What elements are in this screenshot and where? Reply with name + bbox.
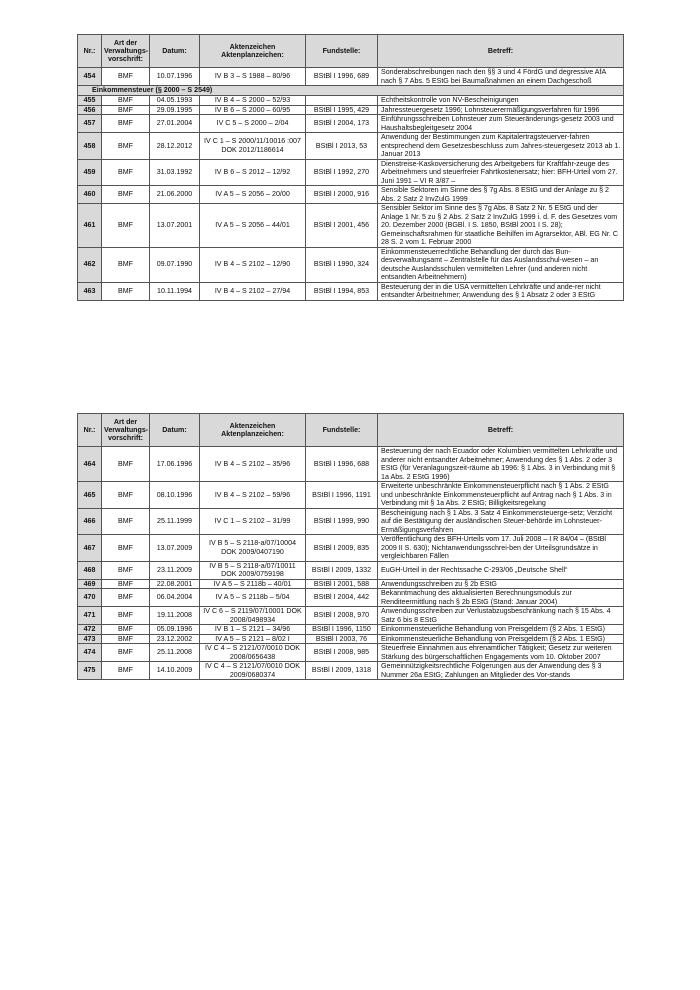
cell-datum: 08.10.1996 — [150, 482, 200, 509]
header-datum: Datum: — [150, 35, 200, 68]
cell-fundstelle: BStBl I 1996, 1150 — [306, 625, 378, 635]
cell-fundstelle: BStBl I 2008, 985 — [306, 644, 378, 662]
cell-nr: 465 — [78, 482, 102, 509]
cell-aktenzeichen: IV C 4 – S 2121/07/0010 DOK 2008/0656438 — [200, 644, 306, 662]
cell-art: BMF — [102, 589, 150, 607]
table-row — [78, 644, 624, 662]
cell-nr: 470 — [78, 589, 102, 607]
cell-betreff: Einkommensteuerliche Behandlung von Preisgeldern (§ 2 Abs. 1 EStG) — [378, 634, 624, 644]
cell-aktenzeichen: IV B 4 – S 2000 – 52/93 — [200, 96, 306, 106]
cell-fundstelle: BStBl I 2009, 1318 — [306, 662, 378, 680]
header-aktenzeichen: Aktenzeichen Aktenplanzeichen: — [200, 35, 306, 68]
table-row — [78, 482, 624, 509]
cell-art: BMF — [102, 68, 150, 86]
cell-nr: 466 — [78, 508, 102, 535]
cell-nr: 458 — [78, 133, 102, 160]
cell-aktenzeichen: IV B 3 – S 1988 – 80/96 — [200, 68, 306, 86]
cell-datum: 21.06.2000 — [150, 186, 200, 204]
table-header — [78, 414, 624, 447]
cell-fundstelle: BStBl I 1996, 688 — [306, 447, 378, 482]
cell-datum: 19.11.2008 — [150, 607, 200, 625]
cell-aktenzeichen: IV B 6 – S 2000 – 60/95 — [200, 105, 306, 115]
cell-datum: 23.11.2009 — [150, 561, 200, 579]
cell-betreff: Echtheitskontrolle von NV-Bescheinigungen — [378, 96, 624, 106]
header-betreff: Betreff: — [378, 414, 624, 447]
table-row — [78, 96, 624, 106]
cell-datum: 25.11.2008 — [150, 644, 200, 662]
table-row — [78, 105, 624, 115]
cell-nr: 475 — [78, 662, 102, 680]
cell-datum: 05.09.1996 — [150, 625, 200, 635]
table-row — [78, 247, 624, 282]
cell-datum: 22.08.2001 — [150, 579, 200, 589]
cell-aktenzeichen: IV B 5 – S 2118-a/07/10011 DOK 2009/0759198 — [200, 561, 306, 579]
cell-betreff: Erweiterte unbeschränkte Einkommensteuerpflicht nach § 1 Abs. 2 EStG und unbeschränkte Einkommensteuerpflicht auf Antrag nach § 1 Abs. 3 in Verbindung mit § 1a Abs. 2 EStG; Billigkeitsregelung — [378, 482, 624, 509]
table-row — [78, 561, 624, 579]
cell-nr: 461 — [78, 204, 102, 248]
cell-aktenzeichen: IV A 5 – S 2056 – 20/00 — [200, 186, 306, 204]
cell-betreff: Veröffentlichung des BFH-Urteils vom 17. Juli 2008 – I R 84/04 – (BStBl 2009 II S. 630); Nichtanwendungsschrei-ben der Urteilsgrundsätze in vergleichbaren Fällen — [378, 535, 624, 562]
cell-art: BMF — [102, 482, 150, 509]
header-fundstelle: Fundstelle: — [306, 414, 378, 447]
cell-datum: 31.03.1992 — [150, 159, 200, 186]
table-row — [78, 579, 624, 589]
cell-datum: 04.05.1993 — [150, 96, 200, 106]
table-row — [78, 625, 624, 635]
cell-nr: 454 — [78, 68, 102, 86]
cell-datum: 29.09.1995 — [150, 105, 200, 115]
header-aktenzeichen: Aktenzeichen Aktenplanzeichen: — [200, 414, 306, 447]
section-row — [78, 86, 624, 96]
cell-aktenzeichen: IV B 4 – S 2102 – 59/96 — [200, 482, 306, 509]
cell-art: BMF — [102, 282, 150, 300]
cell-nr: 473 — [78, 634, 102, 644]
table-row — [78, 447, 624, 482]
cell-datum: 13.07.2009 — [150, 535, 200, 562]
cell-art: BMF — [102, 96, 150, 106]
table-row — [78, 133, 624, 160]
cell-art: BMF — [102, 625, 150, 635]
cell-art: BMF — [102, 133, 150, 160]
cell-aktenzeichen: IV B 4 – S 2102 – 35/96 — [200, 447, 306, 482]
table-row — [78, 508, 624, 535]
header-betreff: Betreff: — [378, 35, 624, 68]
cell-nr: 468 — [78, 561, 102, 579]
cell-betreff: Sensible Sektoren im Sinne des § 7g Abs. 8 EStG und der Anlage zu § 2 Abs. 2 Satz 2 InvZulG 1999 — [378, 186, 624, 204]
cell-datum: 17.06.1996 — [150, 447, 200, 482]
cell-fundstelle: BStBl I 1996, 689 — [306, 68, 378, 86]
cell-fundstelle: BStBl I 2001, 456 — [306, 204, 378, 248]
cell-betreff: Jahressteuergesetz 1996; Lohnsteuerermäßigungsverfahren für 1996 — [378, 105, 624, 115]
cell-aktenzeichen: IV B 4 – S 2102 – 12/90 — [200, 247, 306, 282]
cell-fundstelle: BStBl I 1995, 429 — [306, 105, 378, 115]
table-row — [78, 68, 624, 86]
cell-art: BMF — [102, 634, 150, 644]
cell-nr: 460 — [78, 186, 102, 204]
cell-betreff: Anwendungsschreiben zur Verlustabzugsbeschränkung nach § 15 Abs. 4 Satz 6 bis 8 EStG — [378, 607, 624, 625]
cell-art: BMF — [102, 508, 150, 535]
cell-datum: 09.07.1990 — [150, 247, 200, 282]
cell-nr: 459 — [78, 159, 102, 186]
table-row — [78, 115, 624, 133]
cell-art: BMF — [102, 204, 150, 248]
cell-aktenzeichen: IV C 1 – S 2102 – 31/99 — [200, 508, 306, 535]
cell-nr: 467 — [78, 535, 102, 562]
cell-nr: 457 — [78, 115, 102, 133]
cell-art: BMF — [102, 607, 150, 625]
cell-fundstelle: BStBl I 1996, 1191 — [306, 482, 378, 509]
cell-nr: 474 — [78, 644, 102, 662]
cell-fundstelle: BStBl I 2000, 916 — [306, 186, 378, 204]
cell-fundstelle: BStBl I 1990, 324 — [306, 247, 378, 282]
cell-fundstelle: BStBl I 1992, 270 — [306, 159, 378, 186]
cell-betreff: Sensibler Sektor im Sinne des § 7g Abs. 8 Satz 2 Nr. 5 EStG und der Anlage 1 Nr. 5 zu § 2 Abs. 2 Satz 2 InvZulG 1999 i. d. F. des Gesetzes vom 20. Dezember 2000 (BGBl. I S. 1850, BStBl 2001 I S. 28); Gemeinschaftsrahmen für staatliche Beihilfen im Agrarsektor, ABl. EG Nr. C 28 S. 2 vom 1. Februar 2000 — [378, 204, 624, 248]
table-row — [78, 159, 624, 186]
cell-betreff: Besteuerung der in die USA vermittelten Lehrkräfte und ande-rer nicht entsandter Arbeitnehmer; Anwendung des § 1 Absatz 2 oder 3 EStG — [378, 282, 624, 300]
cell-betreff: Steuerfreie Einnahmen aus ehrenamtlicher Tätigkeit; Gesetz zur weiteren Stärkung des bürgerschaftlichen Engagements vom 10. Oktober 2007 — [378, 644, 624, 662]
cell-fundstelle: BStBl I 2003, 76 — [306, 634, 378, 644]
table-row — [78, 535, 624, 562]
regulation-table-1 — [77, 34, 624, 301]
cell-nr: 462 — [78, 247, 102, 282]
cell-datum: 25.11.1999 — [150, 508, 200, 535]
cell-betreff: Besteuerung der nach Ecuador oder Kolumbien vermittelten Lehrkräfte und anderer nicht entsandter Arbeitnehmer; Anwendung des § 1 Abs. 2 oder 3 EStG (für Veranlagungszeit-räume ab 1996: § 1 Abs. 3 in Verbindung mit § 1a Abs. 2 EStG 1996) — [378, 447, 624, 482]
cell-fundstelle: BStBl I 1994, 853 — [306, 282, 378, 300]
cell-aktenzeichen: IV B 5 – S 2118-a/07/10004 DOK 2009/0407190 — [200, 535, 306, 562]
cell-datum: 10.11.1994 — [150, 282, 200, 300]
cell-betreff: Dienstreise-Kaskoversicherung des Arbeitgebers für Kraftfahr-zeuge des Arbeitnehmers und steuerfreier Fahrtkostenersatz; hier: BFH-Urteil vom 27. Juni 1991 – VI R 3/87 – — [378, 159, 624, 186]
cell-nr: 472 — [78, 625, 102, 635]
cell-betreff: Anwendung der Bestimmungen zum Kapitalertragsteuerver-fahren entsprechend dem Gesetzesbeschluss zum Jahres-steuergesetz 2013 ab 1. Januar 2013 — [378, 133, 624, 160]
cell-art: BMF — [102, 579, 150, 589]
table-row — [78, 282, 624, 300]
cell-datum: 10.07.1996 — [150, 68, 200, 86]
cell-betreff: Bescheinigung nach § 1 Abs. 3 Satz 4 Einkommensteuerge-setz; Verzicht auf die Bestätigung der ausländischen Steuer-behörde im Lohnsteuer-Ermäßigungsverfahren — [378, 508, 624, 535]
header-nr: Nr.: — [78, 35, 102, 68]
cell-aktenzeichen: IV B 6 – S 2012 – 12/92 — [200, 159, 306, 186]
cell-datum: 13.07.2001 — [150, 204, 200, 248]
cell-betreff: Einkommensteuerliche Behandlung von Preisgeldern (§ 2 Abs. 1 EStG) — [378, 625, 624, 635]
cell-aktenzeichen: IV C 5 – S 2000 – 2/04 — [200, 115, 306, 133]
cell-art: BMF — [102, 186, 150, 204]
table-row — [78, 186, 624, 204]
cell-betreff: Einkommensteuerrechtliche Behandlung der durch das Bun-desverwaltungsamt – Zentralstelle für das Auslandsschul-wesen – an deutsche Auslandsschulen vermittelten Lehrer (und anderen nicht entsandten Arbeitnehmern) — [378, 247, 624, 282]
cell-datum: 06.04.2004 — [150, 589, 200, 607]
cell-betreff: Einführungsschreiben Lohnsteuer zum Steueränderungs-gesetz 2003 und Haushaltsbegleitgesetz 2004 — [378, 115, 624, 133]
cell-art: BMF — [102, 662, 150, 680]
cell-betreff: Gemeinnützigkeitsrechtliche Folgerungen aus der Anwendung des § 3 Nummer 26a EStG; Zahlungen an Mitglieder des Vor-stands — [378, 662, 624, 680]
header-datum: Datum: — [150, 414, 200, 447]
cell-fundstelle — [306, 96, 378, 106]
cell-fundstelle: BStBl I 2008, 970 — [306, 607, 378, 625]
cell-art: BMF — [102, 644, 150, 662]
header-art: Art der Verwaltungs-vorschrift: — [102, 414, 150, 447]
cell-nr: 456 — [78, 105, 102, 115]
cell-aktenzeichen: IV B 1 – S 2121 – 34/96 — [200, 625, 306, 635]
table-row — [78, 634, 624, 644]
cell-aktenzeichen: IV B 4 – S 2102 – 27/94 — [200, 282, 306, 300]
cell-art: BMF — [102, 535, 150, 562]
cell-aktenzeichen: IV C 1 – S 2000/11/10016 :007 DOK 2012/1186614 — [200, 133, 306, 160]
cell-aktenzeichen: IV A 5 – S 2121 – 8/02 I — [200, 634, 306, 644]
cell-nr: 464 — [78, 447, 102, 482]
cell-fundstelle: BStBl I 1999, 990 — [306, 508, 378, 535]
cell-aktenzeichen: IV A 5 – S 2056 – 44/01 — [200, 204, 306, 248]
cell-art: BMF — [102, 159, 150, 186]
cell-aktenzeichen: IV C 6 – S 2119/07/10001 DOK 2008/0498934 — [200, 607, 306, 625]
cell-art: BMF — [102, 247, 150, 282]
cell-datum: 27.01.2004 — [150, 115, 200, 133]
cell-fundstelle: BStBl I 2004, 442 — [306, 589, 378, 607]
cell-fundstelle: BStBl I 2004, 173 — [306, 115, 378, 133]
cell-betreff: Bekanntmachung des aktualisierten Berechnungsmoduls zur Renditeermittlung nach § 2b EStG (Stand: Januar 2004) — [378, 589, 624, 607]
cell-fundstelle: BStBl I 2001, 588 — [306, 579, 378, 589]
table-row — [78, 607, 624, 625]
cell-betreff: Sonderabschreibungen nach den §§ 3 und 4 FördG und degressive AfA nach § 7 Abs. 5 EStG bei Baumaßnahmen an einem Dachgeschoß — [378, 68, 624, 86]
cell-aktenzeichen: IV A 5 – S 2118b – 40/01 — [200, 579, 306, 589]
cell-fundstelle: BStBl I 2009, 835 — [306, 535, 378, 562]
table-row — [78, 662, 624, 680]
cell-nr: 469 — [78, 579, 102, 589]
cell-datum: 23.12.2002 — [150, 634, 200, 644]
cell-nr: 463 — [78, 282, 102, 300]
table-row — [78, 589, 624, 607]
cell-nr: 455 — [78, 96, 102, 106]
header-nr: Nr.: — [78, 414, 102, 447]
cell-art: BMF — [102, 447, 150, 482]
cell-nr: 471 — [78, 607, 102, 625]
cell-art: BMF — [102, 105, 150, 115]
cell-betreff: EuGH-Urteil in der Rechtssache C-293/06 „Deutsche Shell“ — [378, 561, 624, 579]
table-header — [78, 35, 624, 68]
cell-aktenzeichen: IV A 5 – S 2118b – 5/04 — [200, 589, 306, 607]
header-fundstelle: Fundstelle: — [306, 35, 378, 68]
regulation-table-2 — [77, 413, 624, 680]
table-row — [78, 204, 624, 248]
cell-art: BMF — [102, 115, 150, 133]
cell-fundstelle: BStBl I 2009, 1332 — [306, 561, 378, 579]
cell-aktenzeichen: IV C 4 – S 2121/07/0010 DOK 2009/0680374 — [200, 662, 306, 680]
cell-datum: 14.10.2009 — [150, 662, 200, 680]
cell-betreff: Anwendungsschreiben zu § 2b EStG — [378, 579, 624, 589]
cell-datum: 28.12.2012 — [150, 133, 200, 160]
cell-art: BMF — [102, 561, 150, 579]
header-art: Art der Verwaltungs-vorschrift: — [102, 35, 150, 68]
section-label: Einkommensteuer (§ 2000 – S 2549) — [78, 86, 624, 96]
cell-fundstelle: BStBl I 2013, 53 — [306, 133, 378, 160]
